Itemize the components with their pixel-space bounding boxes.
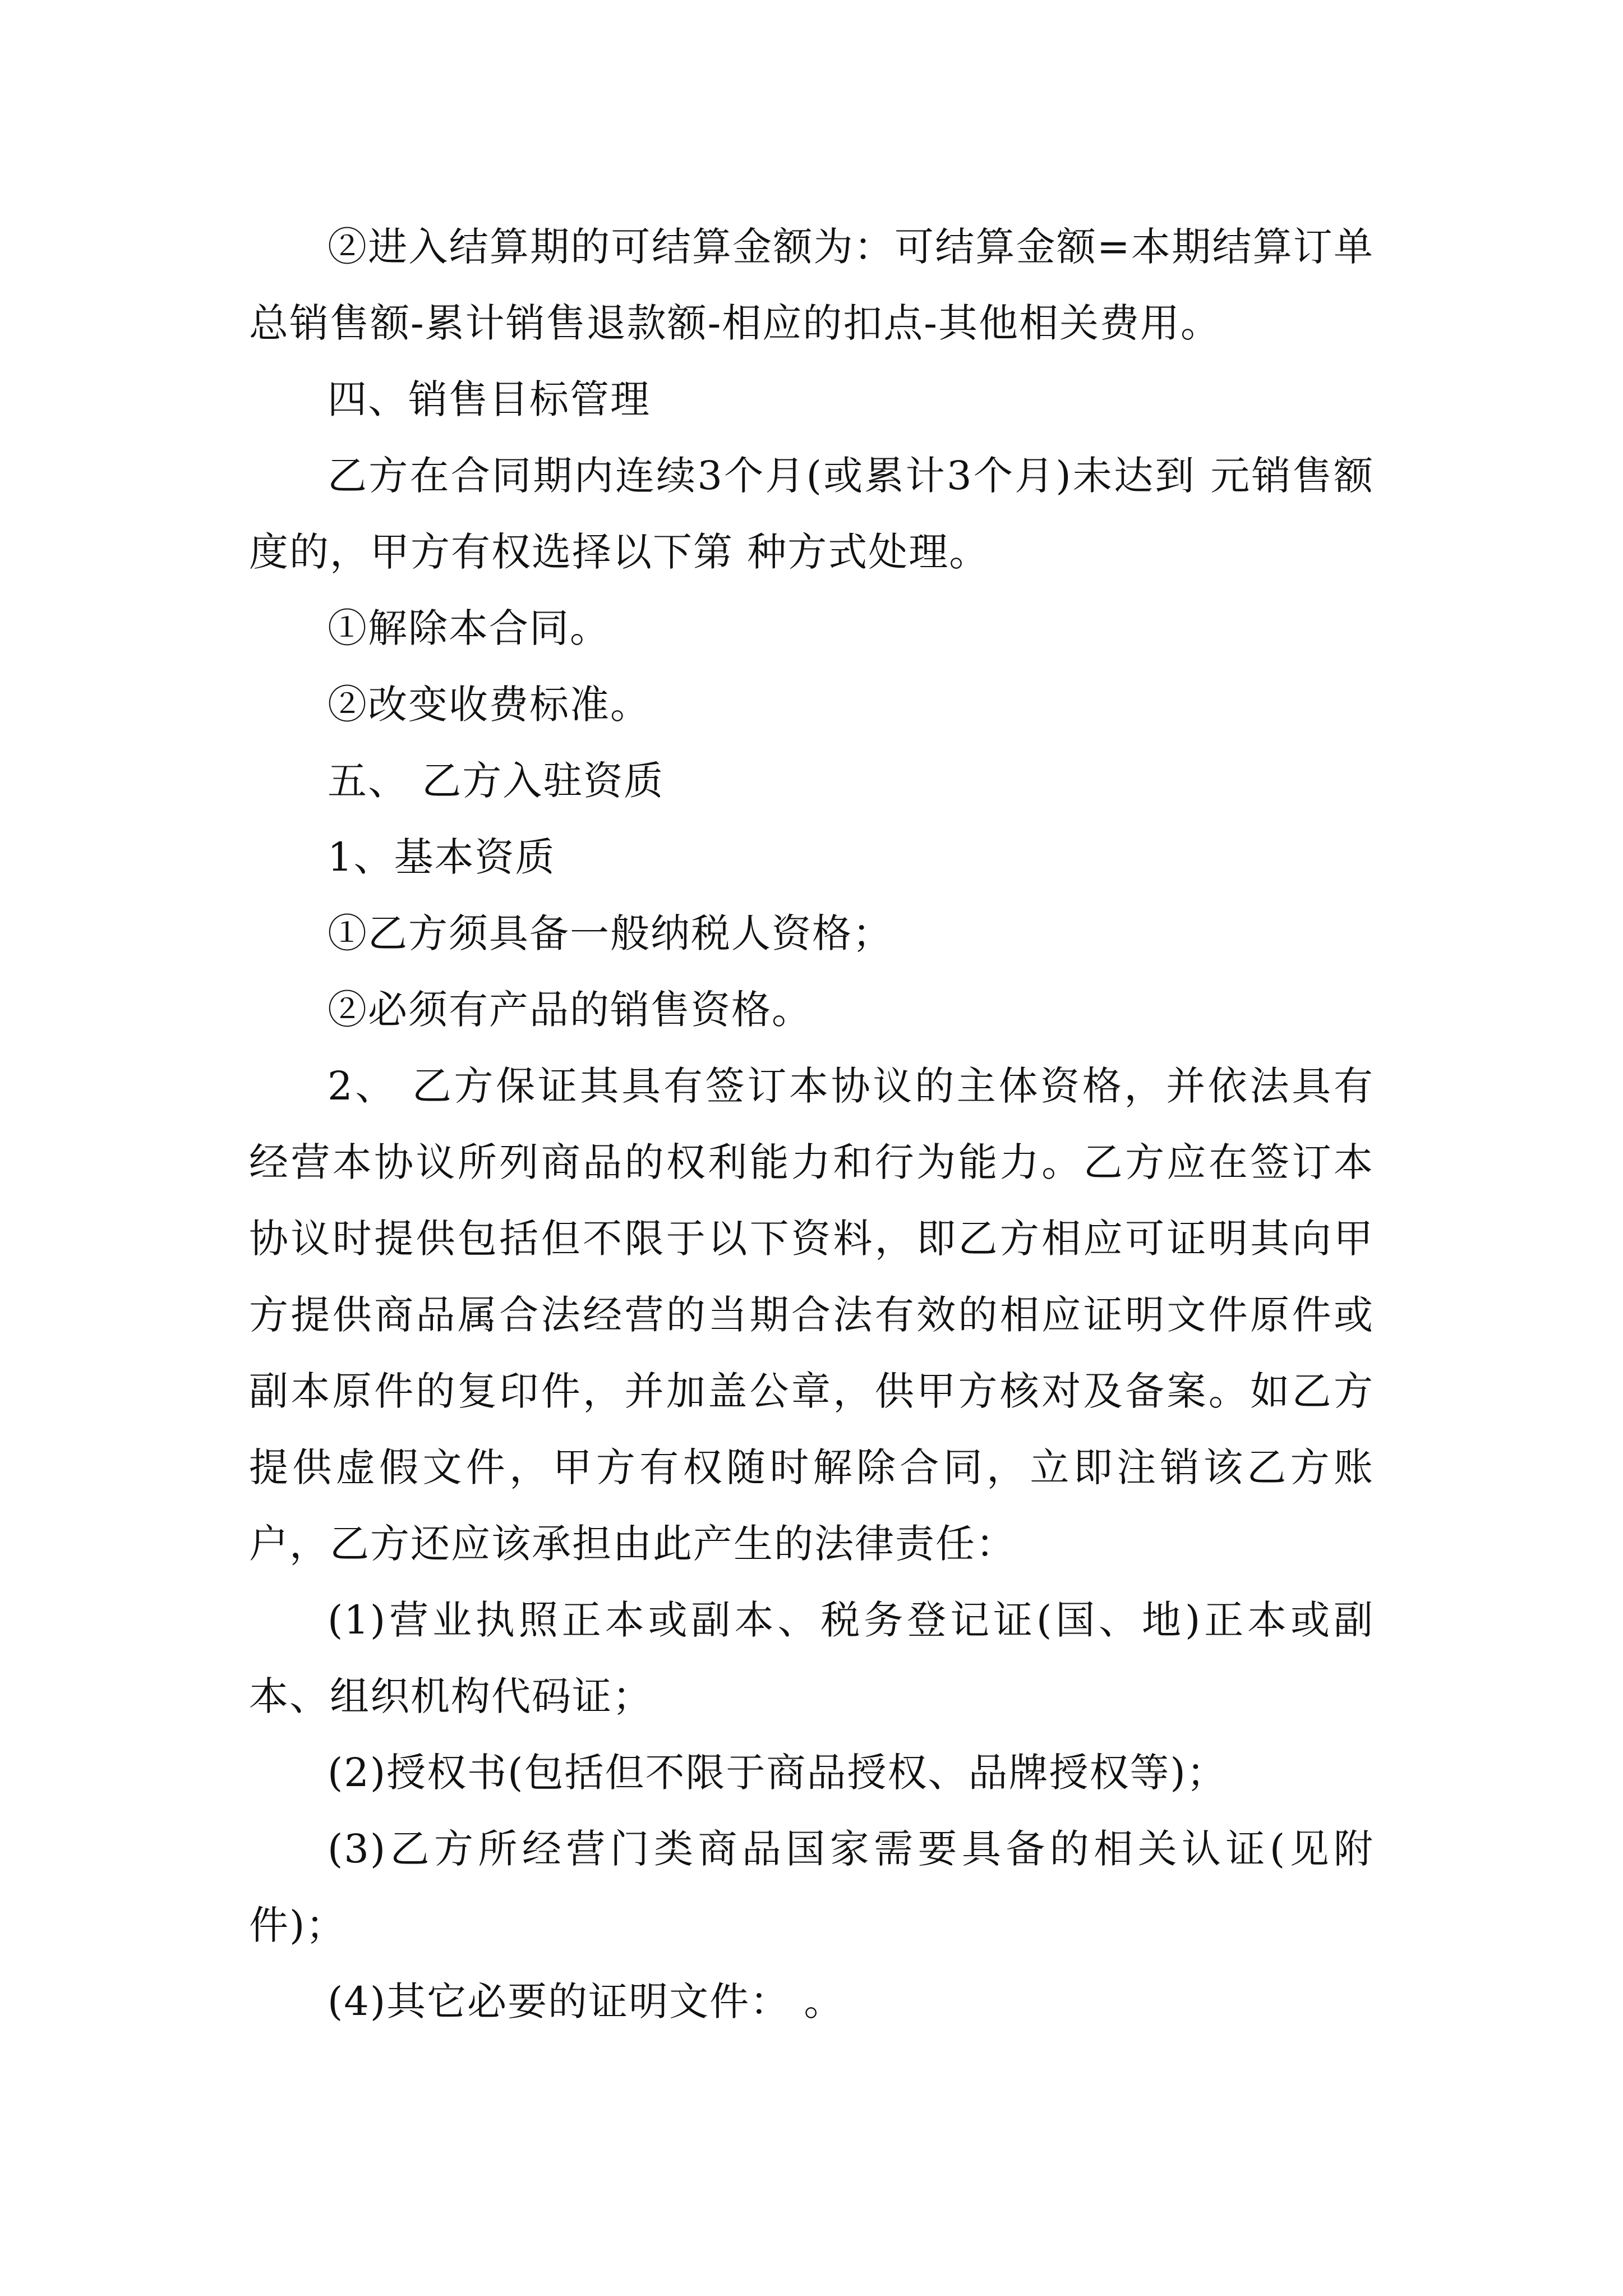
section-heading-sales-target: 四、销售目标管理: [328, 376, 651, 422]
list-item-change-fee-standard: ②改变收费标准。: [328, 682, 651, 728]
paragraph-sales-target: 乙方在合同期内连续3个月(或累计3个月)未达到 元销售额度的，甲方有权选择以下第 种方式处理。: [249, 453, 1374, 575]
list-item-terminate-contract: ①解除本合同。: [328, 605, 610, 651]
list-item-taxpayer: ①乙方须具备一般纳税人资格；: [328, 910, 893, 956]
list-item-authorization: (2)授权书(包括但不限于商品授权、品牌授权等)；: [328, 1750, 1227, 1796]
list-item-business-license: (1)营业执照正本或副本、税务登记证(国、地)正本或副本、组织机构代码证；: [249, 1597, 1374, 1719]
paragraph-subject-qualification: 2、 乙方保证其具有签订本协议的主体资格，并依法具有经营本协议所列商品的权利能力和行为能力。乙方应在签订本协议时提供包括但不限于以下资料，即乙方相应可证明其向甲方提供商品属合法经营的当期合法有效的相应证明文件原件或副本原件的复印件，并加盖公章，供甲方核对及备案。如乙方提供虚假文件，甲方有权随时解除合同，立即注销该乙方账户，乙方还应该承担由此产生的法律责任：: [249, 1063, 1374, 1567]
paragraph-settlement-amount: ②进入结算期的可结算金额为：可结算金额=本期结算订单总销售额-累计销售退款额-相应的扣点-其他相关费用。: [249, 224, 1374, 346]
list-item-other-documents: (4)其它必要的证明文件： 。: [328, 1978, 845, 2024]
document-body: [249, 209, 1374, 2040]
subheading-basic-qualification: 1、基本资质: [328, 834, 556, 880]
list-item-certification: (3)乙方所经营门类商品国家需要具备的相关认证(见附件)；: [249, 1826, 1374, 1948]
list-item-sales-qualification: ②必须有产品的销售资格。: [328, 987, 812, 1033]
section-heading-qualification: 五、 乙方入驻资质: [328, 758, 665, 804]
